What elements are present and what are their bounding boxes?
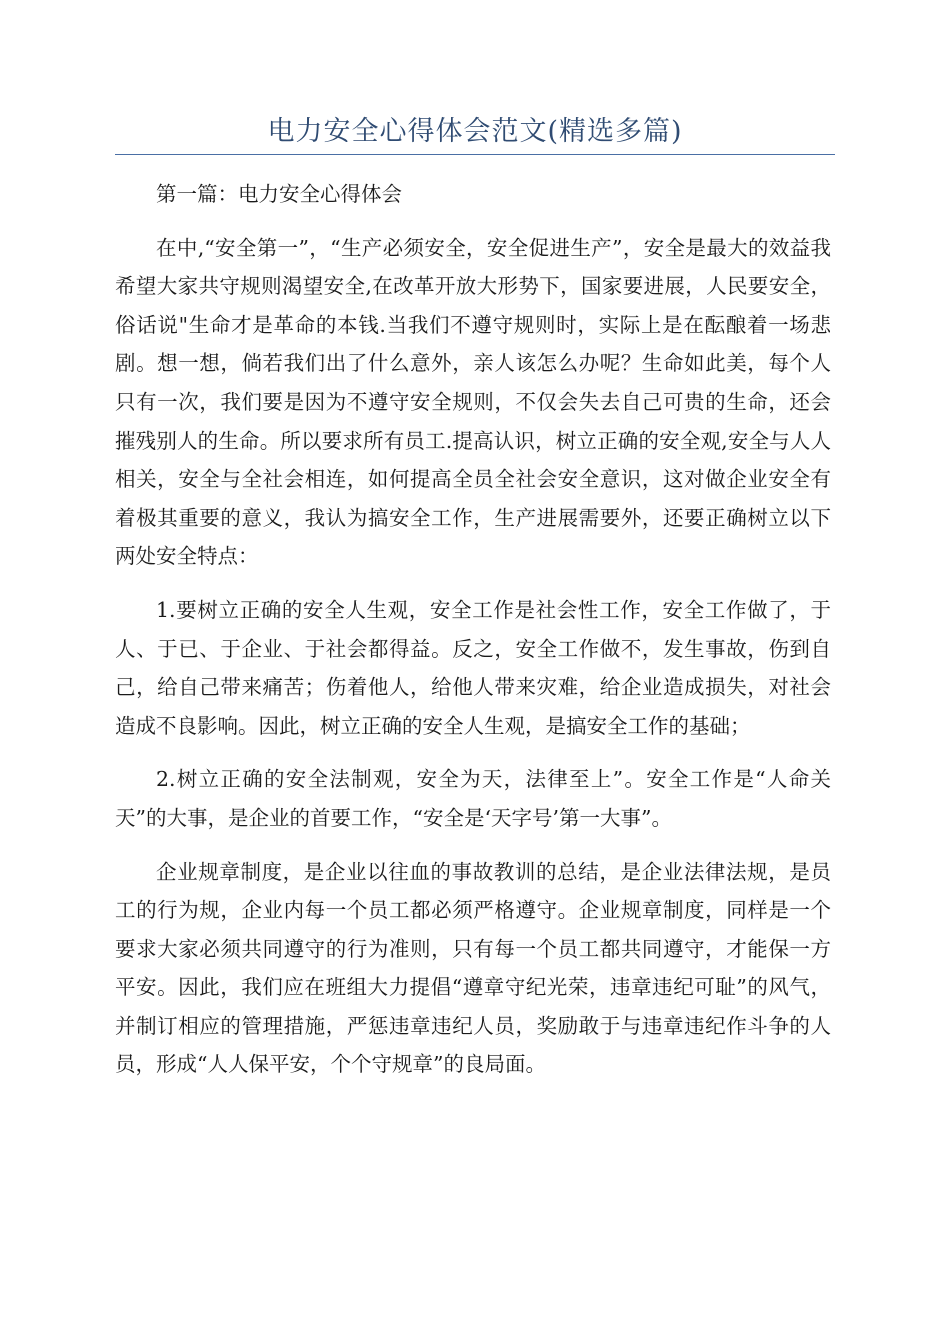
paragraph: 企业规章制度，是企业以往血的事故教训的总结，是企业法律法规，是员工的行为规，企业内每一个员工都必须严格遵守。企业规章制度，同样是一个要求大家必须共同遵守的行为准则，只有每一个员工都共同遵守，才能保一方平安。因此，我们应在班组大力提倡“遵章守纪光荣，违章违纪可耻”的风气，并制订相应的管理措施，严惩违章违纪人员，奖励敢于与违章违纪作斗争的人员，形成“人人保平安，个个守规章”的良局面。 [115, 859, 831, 1077]
paragraph: 1.要树立正确的安全人生观，安全工作是社会性工作，安全工作做了，于人、于已、于企业、于社会都得益。反之，安全工作做不，发生事故，伤到自己，给自己带来痛苦；伤着他人，给他人带来灾难，给企业造成损失，对社会造成不良影响。因此，树立正确的安全人生观，是搞安全工作的基础； [115, 597, 831, 738]
page-title: 电力安全心得体会范文(精选多篇) [267, 116, 683, 147]
paragraph: 在中,“安全第一”，“生产必须安全，安全促进生产”，安全是最大的效益我希望大家共守规则渴望安全,在改革开放大形势下，国家要进展，人民要安全，俗话说"生命才是革命的本钱.当我们不遵守规则时，实际上是在酝酿着一场悲剧。想一想，倘若我们出了什么意外，亲人该怎么办呢？生命如此美，每个人只有一次，我们要是因为不遵守安全规则，不仅会失去自己可贵的生命，还会摧残别人的生命。所以要求所有员工.提高认识，树立正确的安全观,安全与人人相关，安全与全社会相连，如何提高全员全社会安全意识，这对做企业安全有着极其重要的意义，我认为搞安全工作，生产进展需要外，还要正确树立以下两处安全特点： [115, 235, 831, 569]
title-underline [115, 154, 835, 155]
section-heading: 第一篇：电力安全心得体会 [156, 182, 402, 206]
paragraph: 2.树立正确的安全法制观，安全为天，法律至上”。安全工作是“人命关天”的大事，是企业的首要工作，“安全是‘天字号’第一大事”。 [115, 767, 831, 830]
document-body [115, 175, 831, 1099]
